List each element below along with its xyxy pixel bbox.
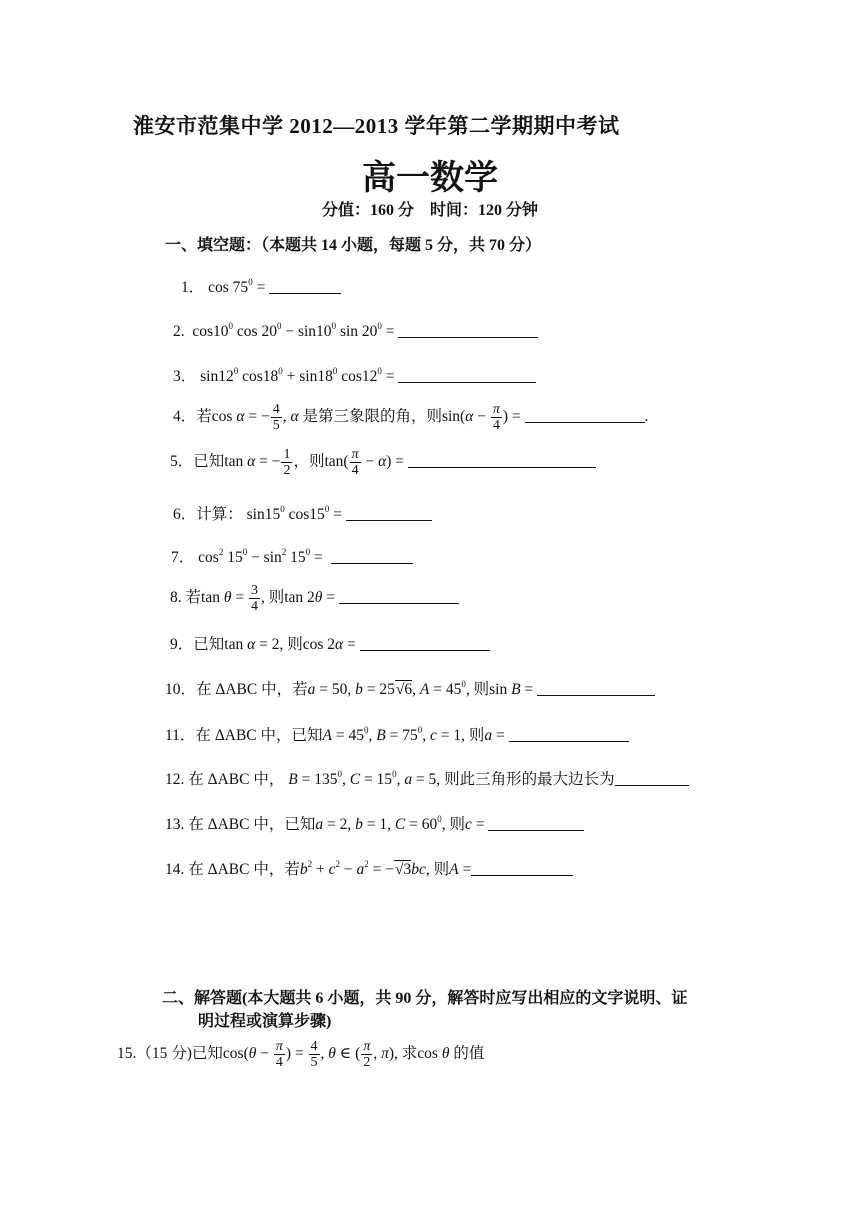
exam-meta: 分值：160 分 时间：120 分钟 — [321, 202, 538, 219]
question-4: 4．若cos α = − $\frac{4}{5}$ , α 是第三象限的角，则sin(α − $\frac{\pi}{4}$ ) = . — [173, 402, 649, 433]
answer-blank — [488, 815, 584, 831]
answer-blank — [339, 588, 459, 604]
question-3: 3． $\sin 12^0$ $\cos 18^0 + \sin 18^0$ $\cos 12^0$ = — [173, 366, 536, 388]
answer-blank — [398, 322, 538, 338]
answer-blank — [346, 505, 432, 521]
answer-blank — [408, 452, 596, 468]
question-13: 13. 在 ΔABC 中，已知a = 2, b = 1, $C = 60^0$, 则c = — [165, 814, 584, 836]
answer-blank — [269, 278, 341, 294]
question-9: 9．已知tan α = 2, 则cos 2α = — [170, 634, 490, 656]
question-8: 8. 若tan θ = $\frac{3}{4}$ , 则tan 2θ = — [170, 583, 459, 614]
question-14: 14. 在 ΔABC 中，若$b^2 + c^2 - a^2 = -√3bc$, 则A = — [165, 859, 573, 881]
question-12: 12. 在 ΔABC 中， $B = 135^0$, $C = 15^0$, a = 5, 则此三角形的最大边长为 — [165, 769, 689, 791]
question-2: 2. $\cos 10^0$ $\cos 20^0 - \sin 10^0$ $\sin 20^0$ = — [173, 321, 538, 343]
question-1: 1． $\cos 75^0$ = — [181, 277, 341, 299]
question-15: 15.（15 分)已知cos(θ − $\frac{\pi}{4}$ ) = $\frac{4}{5}$ , θ ∈ ( $\frac{\pi}{2}$ , π), 求cos θ 的值 — [117, 1039, 485, 1070]
exam-subject-title: 高一数学 — [362, 160, 498, 197]
answer-blank — [525, 407, 645, 423]
question-10: 10．在 ΔABC 中，若a = 50, b = 25√6, $A = 45^0$, 则sin B = — [165, 679, 655, 701]
answer-blank — [360, 635, 490, 651]
answer-blank — [509, 726, 629, 742]
answer-blank — [471, 860, 573, 876]
answer-blank — [331, 548, 413, 564]
answer-blank — [398, 367, 536, 383]
question-11: 11．在 ΔABC 中，已知$A = 45^0$, $B = 75^0$, c = 1, 则a = — [165, 725, 629, 747]
question-5: 5．已知tan α = − $\frac{1}{2}$ ，则tan( $\frac{\pi}{4}$ − α) = — [170, 447, 596, 478]
exam-school-title: 淮安市范集中学 2012—2013 学年第二学期期中考试 — [133, 114, 620, 138]
section-2-title: 二、解答题(本大题共 6 小题，共 90 分，解答时应写出相应的文字说明、证 — [162, 990, 688, 1007]
section-2-title-continued: 明过程或演算步骤) — [198, 1013, 332, 1030]
question-7: 7． $\cos^2 15^0 - \sin^2 15^0$ = — [171, 547, 413, 569]
answer-blank — [537, 680, 655, 696]
question-6: 6．计算： $\sin 15^0$ $\cos 15^0$ = — [173, 504, 432, 526]
answer-blank — [615, 770, 689, 786]
section-1-title: 一、填空题：（本题共 14 小题，每题 5 分，共 70 分） — [165, 237, 542, 254]
